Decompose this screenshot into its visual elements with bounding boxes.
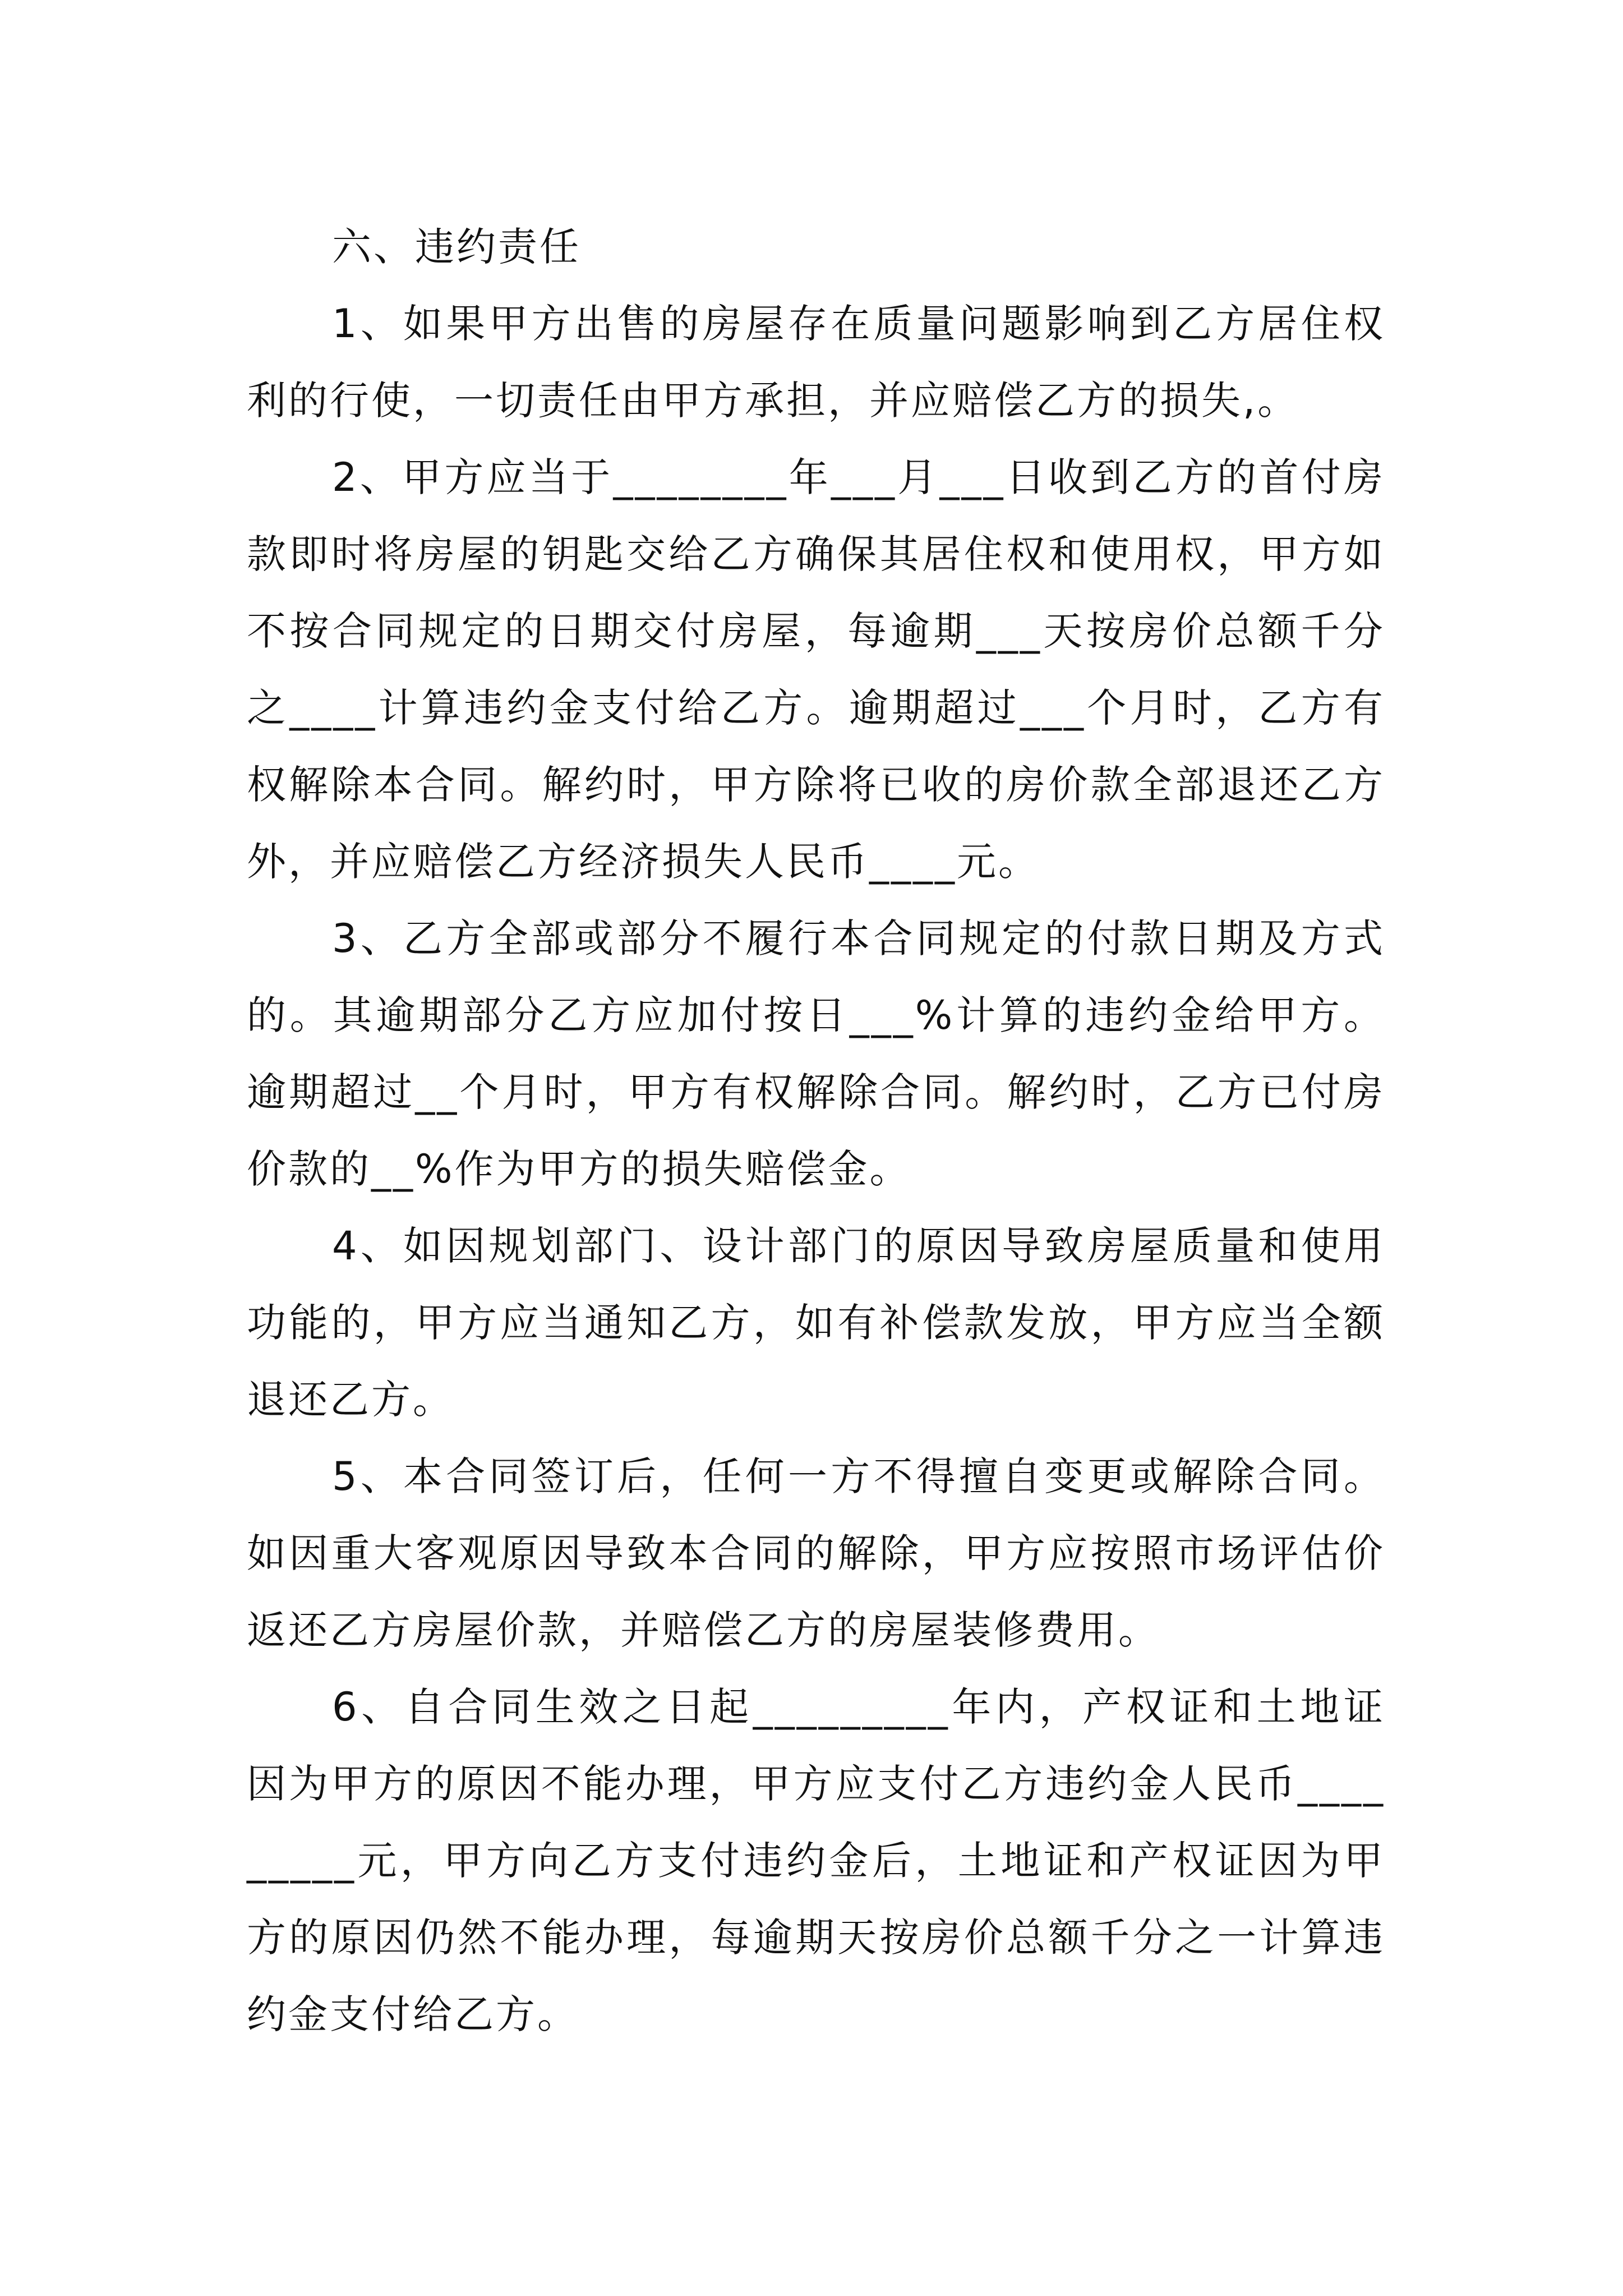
clause-6: 6、自合同生效之日起_________年内，产权证和土地证因为甲方的原因不能办理，甲方应支付乙方违约金人民币_________元，甲方向乙方支付违约金后，土地证和产权证因为甲方的原因仍然不能办理，每逾期天按房价总额千分之一计算违约金支付给乙方。 bbox=[247, 1684, 1385, 2037]
clause-3: 3、乙方全部或部分不履行本合同规定的付款日期及方式的。其逾期部分乙方应加付按日___%计算的违约金给甲方。逾期超过__个月时，甲方有权解除合同。解约时，乙方已付房价款的__%作为甲方的损失赔偿金。 bbox=[247, 915, 1385, 1192]
document-body bbox=[247, 209, 1385, 2053]
clause-4: 4、如因规划部门、设计部门的原因导致房屋质量和使用功能的，甲方应当通知乙方，如有补偿款发放，甲方应当全额退还乙方。 bbox=[247, 1223, 1385, 1423]
section-heading: 六、违约责任 bbox=[332, 224, 581, 270]
clause-1: 1、如果甲方出售的房屋存在质量问题影响到乙方居住权利的行使，一切责任由甲方承担，并应赔偿乙方的损失,。 bbox=[247, 301, 1385, 424]
clause-5: 5、本合同签订后，任何一方不得擅自变更或解除合同。如因重大客观原因导致本合同的解除，甲方应按照市场评估价返还乙方房屋价款，并赔偿乙方的房屋装修费用。 bbox=[247, 1453, 1385, 1653]
clause-2: 2、甲方应当于________年___月___日收到乙方的首付房款即时将房屋的钥匙交给乙方确保其居住权和使用权，甲方如不按合同规定的日期交付房屋，每逾期___天按房价总额千分之____计算违约金支付给乙方。逾期超过___个月时，乙方有权解除本合同。解约时，甲方除将已收的房价款全部退还乙方外，并应赔偿乙方经济损失人民币____元。 bbox=[247, 454, 1385, 885]
